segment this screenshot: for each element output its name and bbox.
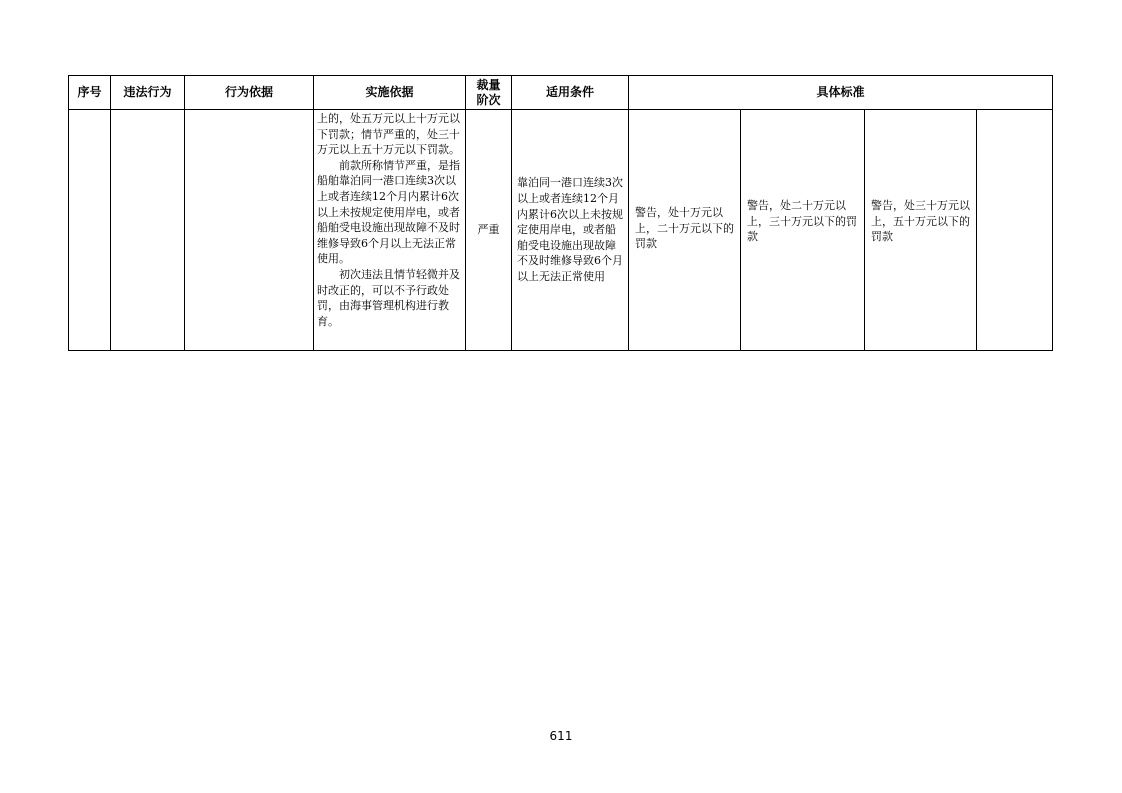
header-standard: 具体标准 xyxy=(629,76,1053,110)
cell-act-basis xyxy=(185,110,314,351)
cell-level: 严重 xyxy=(466,110,512,351)
cell-standard-1 xyxy=(629,110,741,351)
cell-seq xyxy=(69,110,111,351)
cell-condition: 靠泊同一港口连续3次以上或者连续12个月内累计6次以上未按规定使用岸电，或者船舶受电设施出现故障不及时维修导致6个月以上无法正常使用 xyxy=(512,110,629,351)
header-act-basis: 行为依据 xyxy=(185,76,314,110)
header-level-line2: 阶次 xyxy=(476,92,501,107)
standard-3-text: 警告，处三十万元以上，五十万元以下的罚款 xyxy=(871,199,970,244)
header-row xyxy=(69,76,1053,110)
impl-basis-paragraph-3: 初次违法且情节轻微并及时改正的，可以不予行政处罚，由海事管理机构进行教育。 xyxy=(317,267,460,328)
header-level-line1: 裁量 xyxy=(476,77,501,92)
penalty-standard-table xyxy=(68,75,1053,351)
cell-standard-4 xyxy=(977,110,1053,351)
impl-basis-paragraph-1: 上的，处五万元以上十万元以下罚款；情节严重的，处三十万元以上五十万元以下罚款。 xyxy=(317,112,460,157)
header-condition: 适用条件 xyxy=(512,76,629,110)
cell-standard-2 xyxy=(741,110,865,351)
standard-4-text xyxy=(983,110,1046,205)
header-seq: 序号 xyxy=(69,76,111,110)
standard-2-text: 警告，处二十万元以上，三十万元以下的罚款 xyxy=(747,199,857,244)
header-violation: 违法行为 xyxy=(111,76,185,110)
standard-1-text: 警告，处十万元以上，二十万元以下的罚款 xyxy=(635,206,734,251)
header-level xyxy=(466,76,512,110)
cell-impl-basis xyxy=(314,110,466,351)
header-impl-basis: 实施依据 xyxy=(314,76,466,110)
page-number: 611 xyxy=(549,729,573,743)
impl-basis-paragraph-2: 前款所称情节严重，是指船舶靠泊同一港口连续3次以上或者连续12个月内累计6次以上未按规定使用岸电，或者船舶受电设施出现故障不及时维修导致6个月以上无法正常使用。 xyxy=(317,158,460,266)
cell-violation xyxy=(111,110,185,351)
cell-standard-3 xyxy=(865,110,977,351)
table-row xyxy=(69,110,1053,351)
